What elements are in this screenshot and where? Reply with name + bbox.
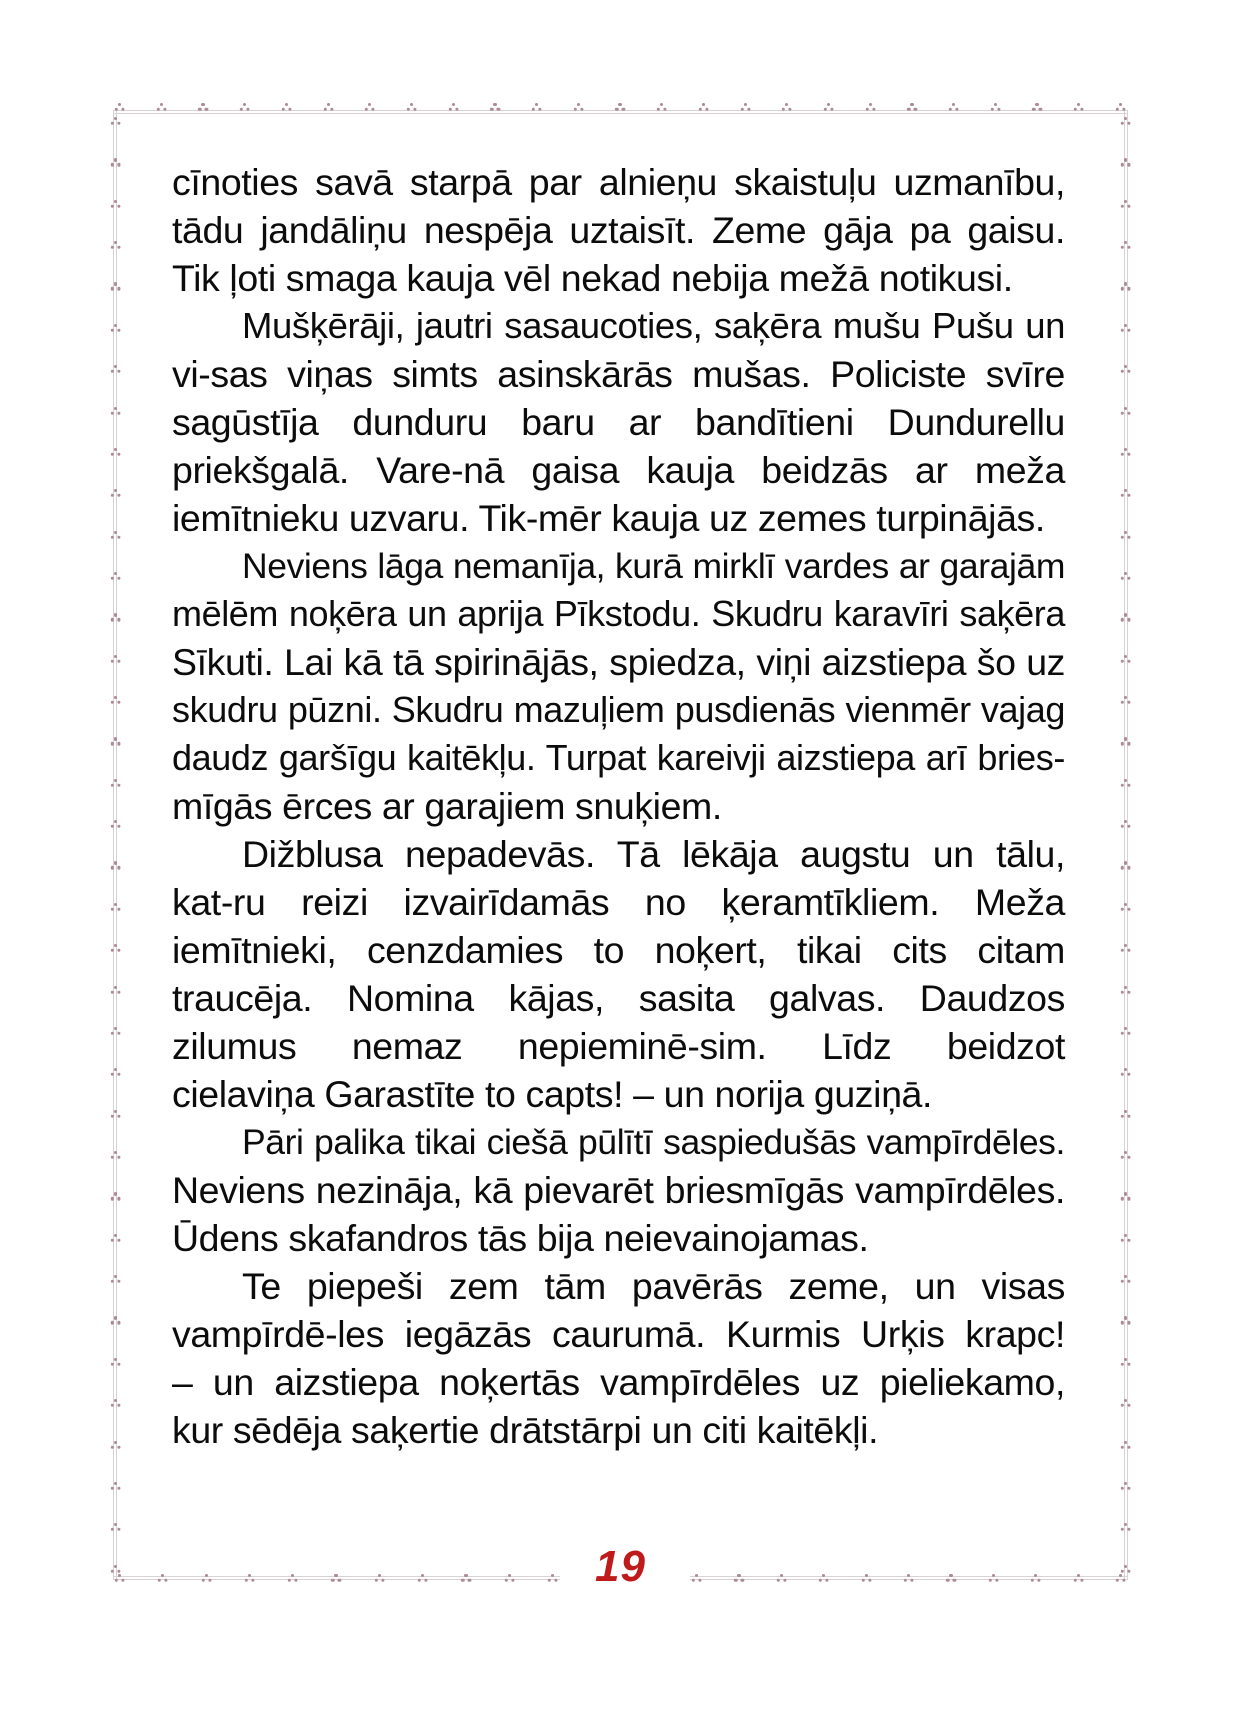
border-line-bottom-right xyxy=(690,1576,1128,1580)
paragraph xyxy=(172,302,1065,542)
text-line: cielaviņa Garastīte to capts! – un norija guziņā. xyxy=(172,1073,933,1115)
text-line: Pāri palika tikai ciešā pūlītī saspiedušās vampīrdēles. xyxy=(242,1122,1065,1162)
text-line: Dižblusa nepadevās. Tā lēkāja augstu un tālu, xyxy=(242,833,1065,875)
paragraph xyxy=(172,830,1065,1118)
text-line: mēlēm noķēra un aprija Pīkstodu. Skudru karavīri saķēra xyxy=(172,593,1065,634)
text-line: iemītnieki, cenzdamies to noķert, tikai cits citam xyxy=(172,929,1065,971)
border-line-right xyxy=(1124,110,1128,1580)
text-line: tādu jandāliņu nespēja uztaisīt. Zeme gāja pa gaisu. xyxy=(172,209,1065,251)
border-line-bottom-left xyxy=(113,1576,560,1580)
text-line: mīgās ērces ar garajiem snuķiem. xyxy=(172,785,722,827)
text-line: kat-ru reizi izvairīdamās no ķeramtīkliem. Meža xyxy=(172,881,1065,923)
story-text xyxy=(172,158,1065,1454)
text-line: Tik ļoti smaga kauja vēl nekad nebija mežā notikusi. xyxy=(172,257,1013,299)
page-number: 19 xyxy=(595,1542,646,1591)
text-line: daudz garšīgu kaitēkļu. Turpat kareivji aizstiepa arī bries- xyxy=(172,737,1065,778)
paragraph xyxy=(172,542,1065,830)
text-line: cīnoties savā starpā par alnieņu skaistuļu uzmanību, xyxy=(172,161,1065,203)
text-line: traucēja. Nomina kājas, sasita galvas. Daudzos xyxy=(172,977,1065,1019)
border-line-left xyxy=(113,110,117,1580)
text-line: vi-sas viņas simts asinskārās mušas. Policiste svīre xyxy=(172,353,1065,395)
text-line: zilumus nemaz nepieminē-sim. Līdz beidzot xyxy=(172,1025,1065,1067)
paragraph xyxy=(172,1262,1065,1454)
text-line: kur sēdēja saķertie drātstārpi un citi kaitēkļi. xyxy=(172,1409,879,1451)
text-line: Sīkuti. Lai kā tā spirinājās, spiedza, viņi aizstiepa šo uz xyxy=(172,641,1065,683)
text-line: iemītnieku uzvaru. Tik-mēr kauja uz zemes turpinājās. xyxy=(172,497,1045,539)
text-line: – un aizstiepa noķertās vampīrdēles uz pieliekamo, xyxy=(172,1361,1065,1403)
text-line: Te piepeši zem tām pavērās zeme, un visas xyxy=(242,1265,1065,1307)
text-line: Ūdens skafandros tās bija neievainojamas. xyxy=(172,1217,869,1259)
text-line: skudru pūzni. Skudru mazuļiem pusdienās vienmēr vajag xyxy=(172,689,1065,730)
text-line: vampīrdē-les iegāzās caurumā. Kurmis Urķis krapc! xyxy=(172,1313,1065,1355)
paragraph xyxy=(172,158,1065,302)
text-line: priekšgalā. Vare-nā gaisa kauja beidzās ar meža xyxy=(172,449,1065,491)
text-line: Neviens nezināja, kā pievarēt briesmīgās vampīrdēles. xyxy=(172,1169,1065,1211)
paragraph xyxy=(172,1118,1065,1262)
border-line-top xyxy=(113,110,1128,114)
text-line: sagūstīja dunduru baru ar bandītieni Dundurellu xyxy=(172,401,1065,443)
text-line: Mušķērāji, jautri sasaucoties, saķēra mušu Pušu un xyxy=(242,305,1065,346)
text-line: Neviens lāga nemanīja, kurā mirklī vardes ar garajām xyxy=(242,546,1065,586)
